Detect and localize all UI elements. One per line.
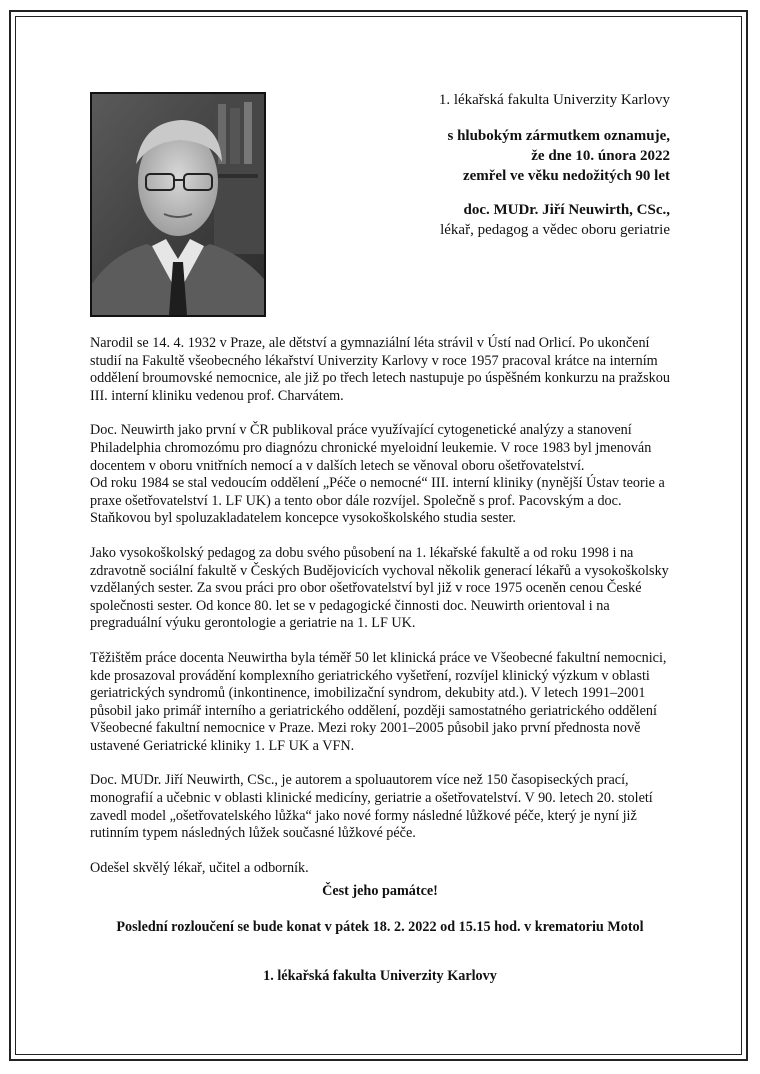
announcement-header xyxy=(250,90,670,240)
announce-line-1: s hlubokým zármutkem oznamuje, xyxy=(447,128,670,144)
faculty-name: 1. lékařská fakulta Univerzity Karlovy xyxy=(438,92,670,108)
signature-line: 1. lékařská fakulta Univerzity Karlovy xyxy=(263,968,497,984)
portrait-photo xyxy=(90,92,266,317)
paragraph: Doc. Neuwirth jako první v ČR publikoval práce využívající cytogenetické analýzy a stanovení Philadelphia chromozómu pro diagnózu chronické myeloidní leukemie. V roce 1983 byl jmenován docentem v oboru vnitřních nemocí a v dalších letech se věnoval oboru ošetřovatelství. Od roku 1984 se stal vedoucím oddělení „Péče o nemocné“ III. interní kliniky (nynější Ústav teorie a praxe ošetřovatelství 1. LF UK) a tento obor dále rozvíjel. Společně s prof. Pacovským a doc. Staňkovou byl spoluzakladatelem koncepce vysokoškolského studia sester. xyxy=(90,422,665,527)
paragraph: Těžištěm práce docenta Neuwirtha byla téměř 50 let klinická práce ve Všeobecné fakultní nemocnici, kde prosazoval provádění komplexního geriatrického vyšetření, rozvíjel klinický výzkum v oblasti geriatrických syndromů (inkontinence, imobilizační syndrom, dekubity atd.). V letech 1991–2001 působil jako primář interního a geriatrického oddělení, později samostatného geriatrického oddělení Všeobecné fakultní nemocnice v Praze. Mezi roky 2001–2005 působil jako první přednosta nově ustavené Geriatrické kliniky 1. LF UK a VFN. xyxy=(90,649,667,754)
paragraph: Doc. MUDr. Jiří Neuwirth, CSc., je autorem a spoluautorem více než 150 časopiseckých prací, monografií a učebnic v oblasti klinické medicíny, geriatrie a ošetřovatelství. V 90. letech 20. století zavedl model „ošetřovatelského lůžka“ jako nové formy následné lůžkové péče, který je nyní již rutinním typem následných lůžek současné lůžkové péče. xyxy=(90,772,653,842)
deceased-role: lékař, pedagog a vědec oboru geriatrie xyxy=(440,222,670,238)
obituary-body xyxy=(90,335,680,894)
paragraph: Odešel skvělý lékař, učitel a odborník. xyxy=(90,859,309,876)
paragraph: Jako vysokoškolský pedagog za dobu svého působení na 1. lékařské fakultě a od roku 1998 i na zdravotně sociální fakultě v Českých Budějovicích vychoval několik generací lékařů a vysokoškolsky vzdělaných sester. Za svou práci pro obor ošetřovatelství byl již v roce 1975 oceněn cenou České společnosti sester. Od konce 80. let se v pedagogické činnosti doc. Neuwirth orientoval i na pregraduální výuku gerontologie a geriatrie na 1. LF UK. xyxy=(90,544,669,632)
honor-line: Čest jeho památce! xyxy=(322,883,438,899)
paragraph: Narodil se 14. 4. 1932 v Praze, ale dětství a gymnaziální léta strávil v Ústí nad Orlicí. Po ukončení studií na Fakultě všeobecného lékařství Univerzity Karlovy v roce 1957 pracoval krátce na interním oddělení broumovské nemocnice, ale již po třech letech nastupuje po úspěšném konkurzu na pražskou III. interní kliniku vedenou prof. Charvátem. xyxy=(90,335,670,404)
farewell-line: Poslední rozloučení se bude konat v pátek 18. 2. 2022 od 15.15 hod. v krematoriu Motol xyxy=(116,919,644,935)
announce-line-2: že dne 10. února 2022 xyxy=(531,148,670,164)
announce-line-3: zemřel ve věku nedožitých 90 let xyxy=(462,168,670,184)
deceased-name: doc. MUDr. Jiří Neuwirth, CSc., xyxy=(463,202,670,218)
